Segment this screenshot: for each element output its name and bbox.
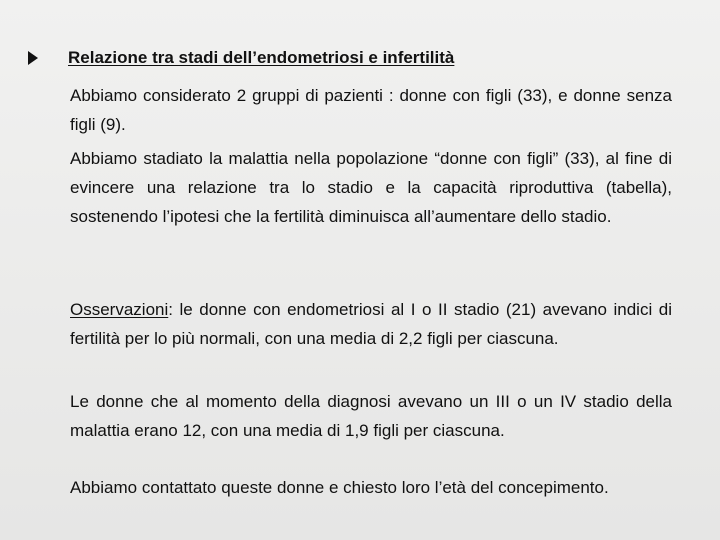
- slide-heading: [28, 48, 454, 68]
- arrow-bullet-icon: [28, 51, 38, 65]
- observations-label: Osservazioni: [70, 300, 169, 319]
- paragraph-advanced-stage: Le donne che al momento della diagnosi avevano un III o un IV stadio della malattia erano 12, con una media di 1,9 figli per ciascuna.: [70, 392, 672, 440]
- paragraph-groups: Abbiamo considerato 2 gruppi di pazienti : donne con figli (33), e donne senza figli (9).: [70, 86, 672, 134]
- observations-text: : le donne con endometriosi al I o II stadio (21) avevano indici di fertilità per lo più normali, con una media di 2,2 figli per ciascuna.: [70, 300, 672, 348]
- paragraph-contact: Abbiamo contattato queste donne e chiesto loro l’età del concepimento.: [70, 478, 609, 497]
- paragraph-staging: Abbiamo stadiato la malattia nella popolazione “donne con figli” (33), al fine di evincere una relazione tra lo stadio e la capacità riproduttiva (tabella), sostenendo l’ipotesi che la fertilità diminuisca all’aumentare dello stadio.: [70, 149, 672, 226]
- heading-text: Relazione tra stadi dell’endometriosi e infertilità: [68, 48, 455, 67]
- paragraph-observations: [70, 295, 672, 353]
